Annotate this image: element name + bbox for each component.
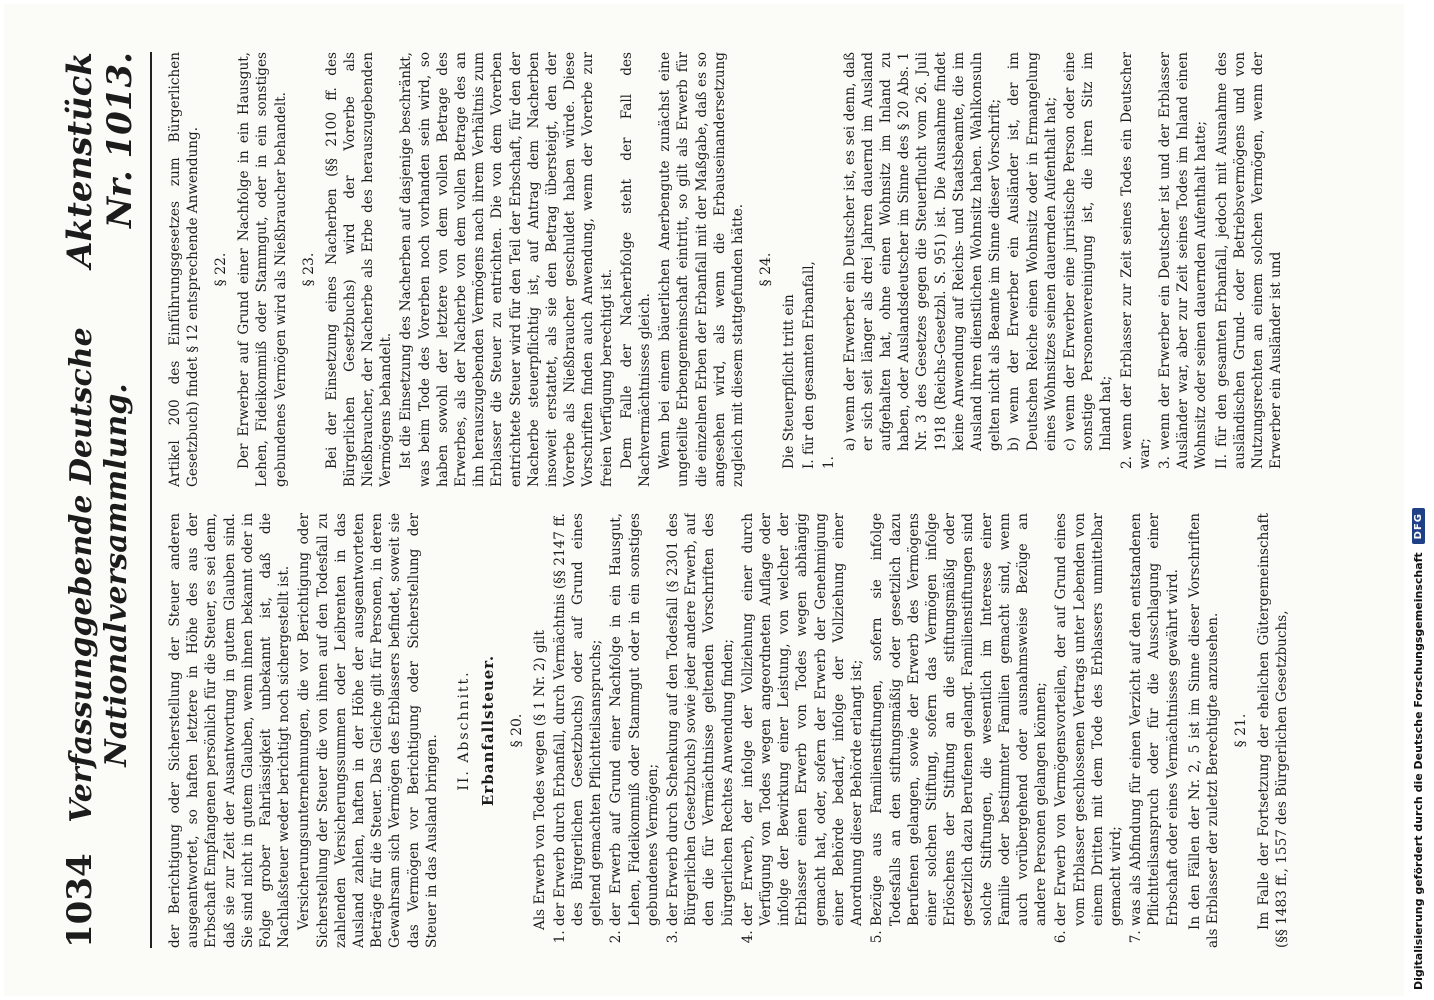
paragraph: Im Falle der Fortsetzung der ehelichen Gütergemeinschaft (§§ 1483 ff., 1557 des Bürgerlichen Gesetzbuchs,	[1255, 513, 1291, 948]
document-number: Aktenstück Nr. 1013.	[60, 52, 140, 268]
paragraph: der Berichtigung oder Sicherstellung der Steuer anderen ausgeantwortet, so haften letztere in Höhe des aus der Erbschaft Empfangenen persönlich für die Steuer, es sei denn, daß sie zur Zeit der Ausantwortung in gutem Glauben sind. Sie sind nicht in gutem Glauben, wenn ihnen bekannt oder in Folge grober Fahrlässigkeit unbekannt ist, daß die Nachlaßsteuer weder berichtigt noch sichergestellt ist.	[167, 513, 293, 948]
clause-I-1: 1.	[821, 456, 838, 469]
digitization-stamp-text-row	[1407, 10, 1429, 990]
paragraph: Bei der Einsetzung eines Nacherben (§§ 2100 ff. des Bürgerlichen Gesetzbuchs) wird der Vorerbe als Nießbraucher, der Nacherbe als Erbe des herauszugebenden Vermögens behandelt.	[323, 52, 395, 487]
paragraph: In den Fällen der Nr. 2, 5 ist im Sinne dieser Vorschriften als Erblasser der zuletzt Berechtigte anzusehen.	[1186, 513, 1221, 948]
paragraph-heading-24: § 24.	[758, 252, 775, 287]
paragraph: Ist die Einsetzung des Nacherben auf dasjenige beschränkt, was beim Tode des Vorerben noch vorhanden sein wird, so haben sowohl der letztere von dem vollen Betrage des Erwerbes, als der Nacherbe von dem vollen Betrage des an ihn herauszugebenden Vermögens nach ihrem Verhältnis zum Erblasser die Steuer zu entrichten. Die von dem Vorerben entrichtete Steuer wird für den Teil der Erbschaft, für den der Nacherbe steuerpflichtig ist, auf Antrag dem Nacherben insoweit erstattet, als sie den Betrag übersteigt, den der Vorerbe als Nießbraucher geschuldet haben würde. Diese Vorschriften finden auch Anwendung, wenn der Vorerbe zur freien Verfügung berechtigt ist.	[398, 52, 615, 487]
clause-I-2: 2. wenn der Erblasser zur Zeit seines Todes ein Deutscher war;	[1118, 52, 1153, 469]
paragraph: Dem Falle der Nacherbfolge steht der Fall des Nachvermächtnisses gleich.	[618, 52, 653, 487]
section-heading: II. Abschnitt.	[456, 670, 473, 791]
list-item: 5. Bezüge aus Familienstiftungen, sofern sie infolge Todesfalls an den stiftungsmäßig oder gesetzlich dazu Berufenen gelangen, sowie der Erwerb des Vermögens einer solchen Stiftung, sofern das Vermögen infolge Erlöschens der Stiftung an die stiftungsmäßig oder gesetzlich dazu Berufenen gelangt. Familienstiftungen sind solche Stiftungen, die wesentlich im Interesse einer Familie oder bestimmter Familien gemacht sind, wenn auch vorübergehend oder ausnahmsweise Bezüge an andere Personen gelangen können;	[868, 513, 1050, 926]
section-title: Erbanfallsteuer.	[478, 654, 497, 807]
list-item: 3. der Erwerb durch Schenkung auf den Todesfall (§ 2301 des Bürgerlichen Gesetzbuchs) sowie jeder andere Erwerb, auf den die für Vermächtnisse geltenden Vorschriften des bürgerlichen Rechtes Anwendung finden;	[664, 513, 737, 926]
scanned-page	[4, 4, 1404, 996]
clause-I-3: 3. wenn der Erwerber ein Deutscher ist und der Erblasser Ausländer war, aber zur Zeit seines Todes im Inland einen Wohnsitz oder seinen dauernden Aufenthalt hatte;	[1157, 52, 1210, 469]
paragraph: Artikel 200 des Einführungsgesetzes zum Bürgerlichen Gesetzbuch) findet § 12 entsprechende Anwendung.	[167, 52, 202, 487]
page-number: 1034	[60, 853, 100, 948]
paragraph-heading-22: § 22.	[213, 252, 230, 287]
left-column	[166, 513, 1406, 948]
paragraph-heading-21: § 21.	[1233, 713, 1250, 748]
list-item: 7. was als Abfindung für einen Verzicht auf den entstandenen Pflichtteilsanspruch oder für die Ausschlagung einer Erbschaft oder eines Vermächtnisses gewährt wird.	[1127, 513, 1182, 926]
digitization-stamp	[1407, 10, 1429, 990]
document-page	[4, 4, 1404, 996]
paragraph-intro: Als Erwerb von Todes wegen (§ 1 Nr. 2) gilt	[531, 630, 548, 930]
paragraph: Der Erwerber auf Grund einer Nachfolge in ein Hausgut, Lehen, Fideikommiß oder Stammgut, oder in ein sonstiges gebundenes Vermögen wird als Nießbraucher behandelt.	[236, 52, 289, 487]
list-item: 6. der Erwerb von Vermögensvorteilen, der auf Grund eines vom Erblasser geschlossenen Vertrags unter Lebenden von einem Dritten mit dem Tode des Erblassers unmittelbar gemacht wird;	[1052, 513, 1125, 926]
clause-II: II. für den gesamten Erbanfall, jedoch mit Ausnahme des ausländischen Grund- oder Betriebsvermögens und von Nutzungsrechten an einem solchen Vermögen, wenn der Erwerber ein Ausländer ist und	[1213, 52, 1285, 469]
list-item: 1. der Erwerb durch Erbanfall, durch Vermächtnis (§§ 2147 ff. des Bürgerlichen Gesetzbuchs) oder auf Grund eines geltend gemachten Pflichtteilsanspruchs;	[551, 513, 606, 926]
paragraph-intro: Die Steuerpflicht tritt ein	[780, 294, 797, 469]
clause-I: I. für den gesamten Erbanfall,	[801, 261, 818, 469]
funding-note: Digitalisierung gefördert durch die Deutsche Forschungsgemeinschaft	[1411, 552, 1425, 990]
dfg-logo: DFG	[1412, 508, 1425, 544]
definition-list	[551, 513, 1182, 948]
list-item: 2. der Erwerb auf Grund einer Nachfolge in ein Hausgut, Lehen, Fideikommiß oder Stammgut oder in ein sonstiges gebundenes Vermögen;	[607, 513, 662, 926]
running-title: Verfassunggebende Deutsche Nationalversammlung.	[64, 327, 134, 823]
paragraph: Versicherungsunternehmungen, die vor Berichtigung oder Sicherstellung der Steuer die von ihnen auf den Todesfall zu zahlenden Versicherungssummen oder Leibrenten in das Ausland zahlen, haften in der Höhe der ausgeantworteten Beträge für die Steuer. Das Gleiche gilt für Personen, in deren Gewahrsam sich Vermögen des Erblassers befindet, soweit sie das Vermögen vor Berichtigung oder Sicherstellung der Steuer in das Ausland bringen.	[296, 513, 440, 948]
clause-I-1-b: b) wenn der Erwerber ein Ausländer ist, der im Deutschen Reiche einen Wohnsitz oder in Ermangelung eines Wohnsitzes seinen dauernden Aufenthalt hat;	[1006, 52, 1059, 451]
paragraph: Wenn bei einem bäuerlichen Anerbengute zunächst eine ungeteilte Erbengemeinschaft eintritt, so gilt als Erwerb für die einzelnen Erben der Erbanfall mit der Maßgabe, daß es so angesehen wird, als wenn die Erbauseinandersetzung zugleich mit diesem stattgefunden hätte.	[657, 52, 746, 487]
clause-I-1-a: a) wenn der Erwerber ein Deutscher ist, es sei denn, daß er sich seit länger als drei Jahren dauernd im Ausland aufgehalten hat, ohne einen Wohnsitz im Inland zu haben, oder Auslandsdeutscher im Sinne des § 20 Abs. 1 Nr. 3 des Gesetzes gegen die Steuerflucht vom 26. Juli 1918 (Reichs-Gesetzbl. S. 951) ist. Die Ausnahme findet keine Anwendung auf Reichs- und Staatsbeamte, die im Ausland ihren dienstlichen Wohnsitz haben. Wahlkonsuln gelten nicht als Beamte im Sinne dieser Vorschrift;	[841, 52, 1004, 451]
page-header	[60, 52, 152, 948]
text-columns	[166, 52, 1406, 948]
list-item: 4. der Erwerb, der infolge der Vollziehung einer durch Verfügung von Todes wegen angeordneten Auflage oder infolge der Bewirkung einer Leistung, von welcher der Erblasser einen Erwerb von Todes wegen abhängig gemacht hat, oder, sofern der Erwerb der Genehmigung einer Behörde bedarf, infolge der Vollziehung einer Anordnung dieser Behörde erlangt ist;	[739, 513, 866, 926]
paragraph-heading-20: § 20.	[508, 713, 525, 748]
paragraph-heading-23: § 23.	[300, 252, 317, 287]
right-column	[166, 52, 1406, 487]
clause-I-1-c: c) wenn der Erwerber eine juristische Person oder eine sonstige Personenvereinigung ist, die ihren Sitz im Inland hat;	[1061, 52, 1115, 451]
